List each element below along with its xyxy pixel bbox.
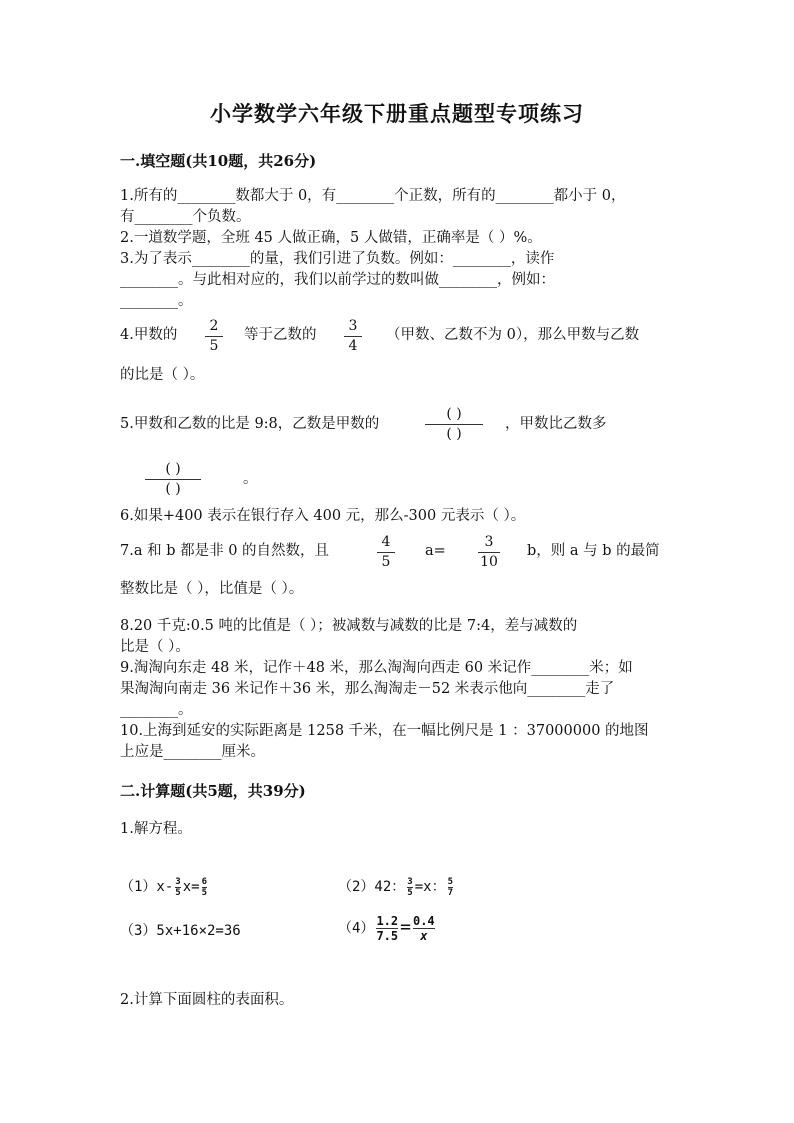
equation-1-fraction-2	[202, 877, 207, 898]
equation-1-text-b: x=	[182, 879, 200, 895]
question-1-line-2: 有________个负数。	[120, 209, 251, 225]
equation-4	[338, 914, 437, 943]
fraction-numerator: ( )	[165, 461, 181, 477]
question-4-text-a: 4.甲数的	[120, 327, 178, 343]
fraction-numerator: 1.2	[376, 914, 399, 928]
fraction-denominator: 5	[407, 887, 413, 898]
fraction-denominator: ( )	[446, 426, 462, 442]
question-10-line-2: 上应是________厘米。	[120, 744, 265, 760]
equation-4-text-a: （4）	[338, 920, 375, 937]
calc-2-heading: 2.计算下面圆柱的表面积。	[120, 992, 294, 1008]
equation-1-text-a: （1）x-	[120, 879, 174, 895]
fraction-numerator: 0.4	[412, 914, 435, 928]
fraction-denominator: ( )	[165, 481, 181, 497]
question-7-text-a: 7.a 和 b 都是非 0 的自然数，且	[120, 543, 330, 559]
fraction-denominator: 5	[175, 887, 181, 898]
question-5-text-b: ，甲数比乙数多	[505, 416, 607, 432]
question-5-fraction-1	[425, 406, 483, 443]
fraction-denominator: 5	[201, 887, 207, 898]
fraction-bar	[478, 552, 500, 553]
question-2: 2.一道数学题，全班 45 人做正确，5 人做错，正确率是（ ）%。	[120, 230, 542, 246]
fraction-denominator: 7	[447, 887, 453, 898]
fraction-numerator: 6	[201, 876, 207, 887]
fraction-bar	[344, 336, 362, 337]
equation-4-text-b: =	[400, 916, 411, 938]
equation-4-fraction-2	[413, 914, 435, 943]
fraction-numerator: 4	[381, 534, 391, 550]
question-8-line-1: 8.20 千克:0.5 吨的比值是（ ）；被减数与减数的比是 7:4，差与减数的	[120, 618, 578, 634]
equation-2-text-a: （2）42：	[338, 879, 406, 895]
section-calculation-heading: 二.计算题(共5题，共39分)	[120, 782, 306, 800]
fraction-numerator: 3	[484, 534, 494, 550]
fraction-denominator: x	[420, 929, 428, 943]
fraction-denominator: 4	[348, 338, 358, 354]
page-title: 小学数学六年级下册重点题型专项练习	[210, 101, 584, 126]
equation-2-fraction-2	[448, 877, 453, 898]
fraction-numerator: 3	[348, 318, 358, 334]
question-4-fraction-2	[344, 318, 362, 355]
fraction-denominator: 5	[209, 338, 219, 354]
question-7-line-2: 整数比是（ ），比值是（ ）。	[120, 581, 304, 597]
fraction-numerator: 5	[447, 876, 453, 887]
question-3-line-1: 3.为了表示________的量，我们引进了负数。例如：________，读作	[120, 251, 555, 267]
equation-1-fraction-1	[175, 877, 180, 898]
question-4-fraction-1	[205, 318, 223, 355]
equation-2-text-b: =x：	[414, 879, 446, 895]
fraction-numerator: 2	[209, 318, 219, 334]
section-fill-in-blank-heading: 一.填空题(共10题，共26分)	[120, 152, 317, 170]
question-9-line-1: 9.淘淘向东走 48 米，记作＋48 米，那么淘淘向西走 60 米记作________米；如	[120, 660, 633, 676]
fraction-bar	[425, 424, 483, 425]
fraction-bar	[205, 336, 223, 337]
question-3-line-3: ________。	[120, 293, 193, 309]
equation-3: （3）5x+16×2=36	[120, 923, 241, 939]
fraction-numerator: 3	[407, 876, 413, 887]
fraction-denominator: 5	[381, 554, 391, 570]
fraction-numerator: 3	[175, 876, 181, 887]
calc-1-heading: 1.解方程。	[120, 821, 192, 837]
question-8-line-2: 比是（ ）。	[120, 639, 190, 655]
equation-4-fraction-1	[376, 914, 398, 943]
question-5-text-c: 。	[243, 471, 258, 487]
question-1-line-1: 1.所有的________数都大于 0，有________个正数，所有的________都小于 0，	[120, 188, 626, 204]
fraction-denominator: 7.5	[376, 929, 399, 943]
question-10-line-1: 10.上海到延安的实际距离是 1258 千米，在一幅比例尺是 1 ：37000000 的地图	[120, 723, 649, 739]
question-3-line-2: ________。与此相对应的，我们以前学过的数叫做________，例如：	[120, 272, 555, 288]
question-4-line-2: 的比是（ ）。	[120, 367, 205, 383]
equation-1	[120, 876, 209, 898]
equation-2-fraction-1	[407, 877, 412, 898]
question-5-fraction-2	[145, 461, 201, 498]
fraction-denominator: 10	[480, 554, 498, 570]
question-4-text-b: 等于乙数的	[244, 327, 317, 343]
question-7-fraction-2	[478, 534, 500, 571]
question-6: 6.如果+400 表示在银行存入 400 元，那么-300 元表示（ ）。	[120, 508, 526, 524]
question-9-line-2: 果淘淘向南走 36 米记作＋36 米，那么淘淘走－52 米表示他向________走了	[120, 681, 615, 697]
question-7-text-b: a=	[425, 543, 446, 559]
question-4-text-c: （甲数、乙数不为 0），那么甲数与乙数	[386, 327, 640, 343]
equation-2	[338, 876, 455, 898]
question-7-text-c: b，则 a 与 b 的最简	[527, 543, 660, 559]
question-9-line-3: ________。	[120, 702, 193, 718]
question-5-text-a: 5.甲数和乙数的比是 9:8，乙数是甲数的	[120, 416, 380, 432]
question-7-fraction-1	[377, 534, 395, 571]
fraction-numerator: ( )	[446, 406, 462, 422]
fraction-bar	[145, 479, 201, 480]
fraction-bar	[377, 552, 395, 553]
